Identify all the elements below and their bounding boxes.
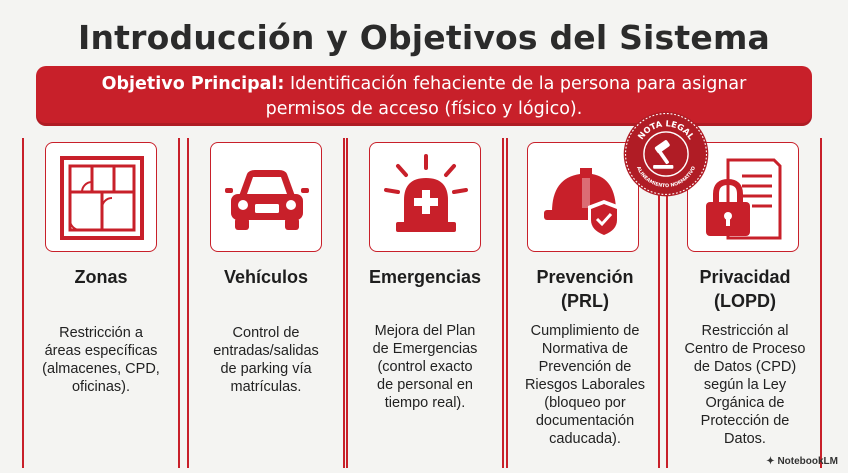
desc-line: Datos. (724, 431, 766, 447)
desc-line: Centro de Proceso (684, 341, 806, 357)
brand-label: NotebookLM (777, 456, 838, 467)
legal-seal-stamp (620, 108, 712, 200)
desc-line: matrículas. (230, 379, 302, 395)
page-title: Introducción y Objetivos del Sistema (78, 18, 770, 57)
alarm-light-icon (376, 148, 476, 248)
desc-line: áreas específicas (44, 343, 158, 359)
desc-line: (bloqueo por (544, 395, 626, 411)
divider (343, 138, 345, 468)
desc-line: entradas/salidas (213, 343, 319, 359)
desc-line: Prevención de (538, 359, 632, 375)
car-icon (217, 148, 317, 248)
column-description (187, 324, 345, 396)
hard-hat-shield-icon (534, 148, 634, 248)
column-title-text: (PRL) (561, 291, 609, 311)
desc-line: según la Ley (703, 377, 787, 393)
column-title (22, 265, 180, 289)
desc-line: Normativa de (541, 341, 629, 357)
desc-line: de parking vía (220, 361, 312, 377)
desc-line: documentación (535, 413, 635, 429)
banner-text-2: permisos de acceso (físico y lógico). (265, 99, 583, 119)
desc-line: tiempo real). (384, 395, 466, 411)
floor-plan-icon (52, 148, 152, 248)
divider (178, 138, 180, 468)
icon-card (210, 142, 322, 252)
column-title-text: (LOPD) (714, 291, 776, 311)
column-title (346, 265, 504, 289)
column-description (666, 322, 824, 448)
desc-line: de Emergencias (372, 341, 478, 357)
icon-card (369, 142, 481, 252)
banner-text-1: Identificación fehaciente de la persona para asignar (284, 74, 747, 94)
divider (22, 138, 24, 468)
desc-line: Riesgos Laborales (524, 377, 646, 393)
notebooklm-brand (766, 456, 838, 467)
desc-line: Protección de (700, 413, 790, 429)
column-title-text: Vehículos (223, 267, 309, 287)
column-title (506, 265, 664, 313)
column-description (22, 324, 180, 396)
column-description (346, 322, 504, 412)
desc-line: Orgánica de (705, 395, 785, 411)
banner-line-1 (36, 72, 812, 97)
desc-line: de Datos (CPD) (693, 359, 797, 375)
divider (502, 138, 504, 468)
column-title (187, 265, 345, 289)
divider (346, 138, 348, 468)
desc-line: Restricción al (701, 323, 789, 339)
seal-bottom-text: ALINEAMIENTO NORMATIVO (634, 165, 698, 190)
column-title-text: Prevención (536, 267, 634, 287)
column-title-text: Zonas (74, 267, 128, 287)
desc-line: de personal en (377, 377, 473, 393)
column-zonas (22, 138, 180, 468)
divider (187, 138, 189, 468)
icon-card (45, 142, 157, 252)
desc-line: Control de (232, 325, 300, 341)
column-emergencias (346, 138, 504, 468)
desc-line: (control exacto (377, 359, 473, 375)
column-vehiculos (187, 138, 345, 468)
desc-line: Mejora del Plan (374, 323, 476, 339)
column-description (506, 322, 664, 448)
brand-icon: ✦ (766, 456, 778, 467)
desc-line: oficinas). (71, 379, 131, 395)
banner-label: Objetivo Principal: (101, 74, 285, 94)
desc-line: Restricción a (59, 325, 143, 341)
seal-top-text: NOTA LEGAL (635, 118, 697, 142)
column-title (666, 265, 824, 313)
desc-line: (almacenes, CPD, (42, 361, 160, 377)
desc-line: Cumplimiento de (530, 323, 640, 339)
desc-line: caducada). (549, 431, 621, 447)
column-title-text: Privacidad (699, 267, 791, 287)
column-title-text: Emergencias (368, 267, 482, 287)
